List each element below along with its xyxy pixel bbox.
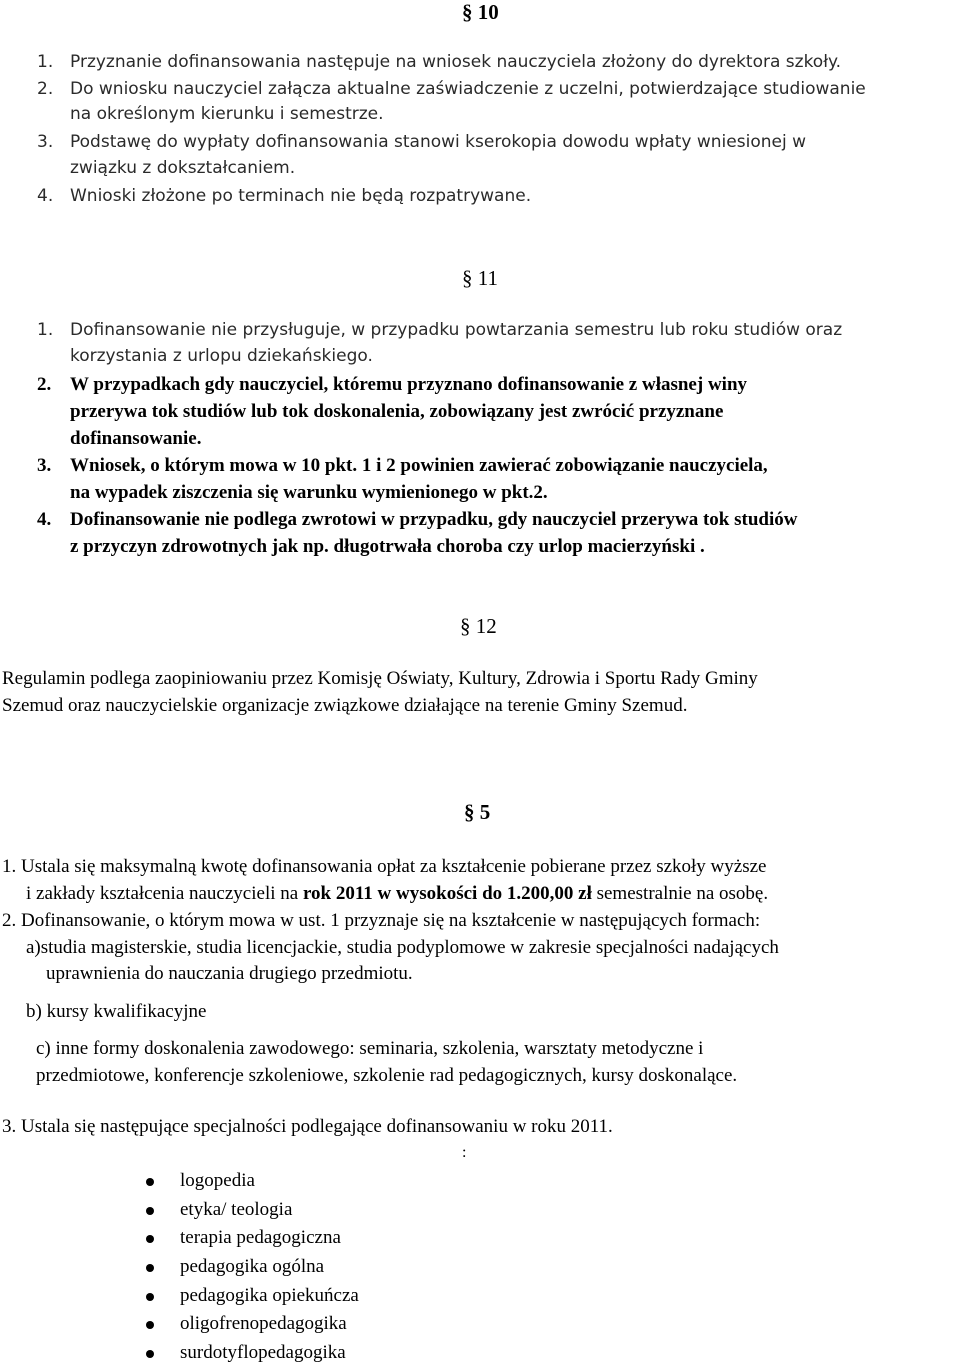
bullet-icon [146, 1321, 154, 1329]
section-10-header: § 10 [462, 0, 499, 24]
s5-p1-line-2-b: semestralnie na osobę. [591, 883, 769, 904]
bullet-icon [146, 1235, 154, 1243]
s11-item-4-line-1: Dofinansowanie nie podlega zwrotowi w przypadku, gdy nauczyciel przerywa tok studiów [70, 509, 798, 530]
s5-p3: 3. Ustala się następujące specjalności podlegające dofinansowaniu w roku 2011. [2, 1116, 613, 1137]
list-item: logopedia [180, 1170, 255, 1191]
s5-c-line-2: przedmiotowe, konferencje szkoleniowe, szkolenie rad pedagogicznych, kursy doskonalące. [36, 1065, 738, 1086]
list-item: terapia pedagogiczna [180, 1227, 341, 1248]
s11-item-3-line-1 [70, 455, 768, 477]
s11-item-4-num: 4. [37, 509, 52, 530]
s5-b: b) kursy kwalifikacyjne [26, 1001, 207, 1022]
s11-item-1-num: 1. [37, 320, 54, 340]
s10-item-1-num: 1. [37, 52, 54, 72]
s11-item-2-line-1: W przypadkach gdy nauczyciel, któremu przyznano dofinansowanie z własnej winy [70, 374, 748, 395]
s11-item-4-line-2: z przyczyn zdrowotnych jak np. długotrwała choroba czy urlop macierzyński . [70, 536, 705, 557]
s11-item-2-line-3: dofinansowanie. [70, 428, 202, 449]
s10-item-3-line-1: Podstawę do wypłaty dofinansowania stanowi kserokopia dowodu wpłaty wniesionej w [70, 132, 806, 152]
bullet-icon [146, 1350, 154, 1358]
section-12-header: § 12 [460, 614, 497, 638]
s5-p1-line-1: 1. Ustala się maksymalną kwotę dofinansowania opłat za kształcenie pobierane przez szkoły wyższe [2, 856, 767, 877]
bullet-icon [146, 1207, 154, 1215]
bullet-icon [146, 1264, 154, 1272]
list-item: oligofrenopedagogika [180, 1313, 347, 1334]
s5-colon: : [462, 1144, 467, 1161]
s10-item-3-line-2: związku z dokształcaniem. [70, 158, 296, 178]
section-5-header: § 5 [464, 800, 491, 824]
s12-line-1: Regulamin podlega zaopiniowaniu przez Komisję Oświaty, Kultury, Zdrowia i Sportu Rady Gminy [2, 668, 758, 689]
s10-item-1-line-1: Przyznanie dofinansowania następuje na wniosek nauczyciela złożony do dyrektora szkoły. [70, 52, 842, 72]
s11-item-3-line-2: na wypadek ziszczenia się warunku wymienionego w pkt.2. [70, 482, 548, 503]
s5-p1-line-2 [26, 883, 768, 905]
bullet-icon [146, 1293, 154, 1301]
s11-item-3-bold: Wniosek, o którym mowa w 10 pkt. [70, 455, 362, 476]
s11-item-2-num: 2. [37, 374, 52, 395]
s11-item-1-line-2: korzystania z urlopu dziekańskiego. [70, 346, 373, 366]
s10-item-2-num: 2. [37, 79, 54, 99]
s5-p1-line-2-bold: rok 2011 w wysokości do 1.200,00 zł [302, 883, 592, 904]
list-item: pedagogika opiekuńcza [180, 1285, 359, 1306]
s10-item-2-line-2: na określonym kierunku i semestrze. [70, 104, 384, 124]
s5-p2: 2. Dofinansowanie, o którym mowa w ust. 1 przyznaje się na kształcenie w następujących formach: [2, 910, 761, 931]
section-11-header: § 11 [462, 266, 498, 290]
s5-a-line-1: a)studia magisterskie, studia licencjackie, studia podyplomowe w zakresie specjalności nadających [26, 937, 779, 958]
s10-item-4-num: 4. [37, 186, 54, 206]
s10-item-4-line-1: Wnioski złożone po terminach nie będą rozpatrywane. [70, 186, 532, 206]
s11-item-3-num: 3. [37, 455, 52, 476]
list-item: etyka/ teologia [180, 1199, 293, 1220]
s11-item-3-rest: 1 i 2 powinien zawierać zobowiązanie nauczyciela, [361, 455, 768, 476]
s10-item-3-num: 3. [37, 132, 54, 152]
s11-item-1-line-1: Dofinansowanie nie przysługuje, w przypadku powtarzania semestru lub roku studiów oraz [70, 320, 843, 340]
s5-a-line-2: uprawnienia do nauczania drugiego przedmiotu. [46, 963, 413, 984]
s11-item-2-line-2: przerywa tok studiów lub tok doskonalenia, zobowiązany jest zwrócić przyznane [70, 401, 724, 422]
s10-item-2-line-1: Do wniosku nauczyciel załącza aktualne zaświadczenie z uczelni, potwierdzające studiowanie [70, 79, 866, 99]
list-item: pedagogika ogólna [180, 1256, 325, 1277]
list-item: surdotyflopedagogika [180, 1342, 346, 1363]
s12-line-2: Szemud oraz nauczycielskie organizacje związkowe działające na terenie Gminy Szemud. [2, 695, 688, 716]
s5-p1-line-2-a: i zakłady kształcenia nauczycieli na [26, 883, 303, 904]
bullet-icon [146, 1178, 154, 1186]
s5-c-line-1: c) inne formy doskonalenia zawodowego: seminaria, szkolenia, warsztaty metodyczne i [36, 1038, 704, 1059]
